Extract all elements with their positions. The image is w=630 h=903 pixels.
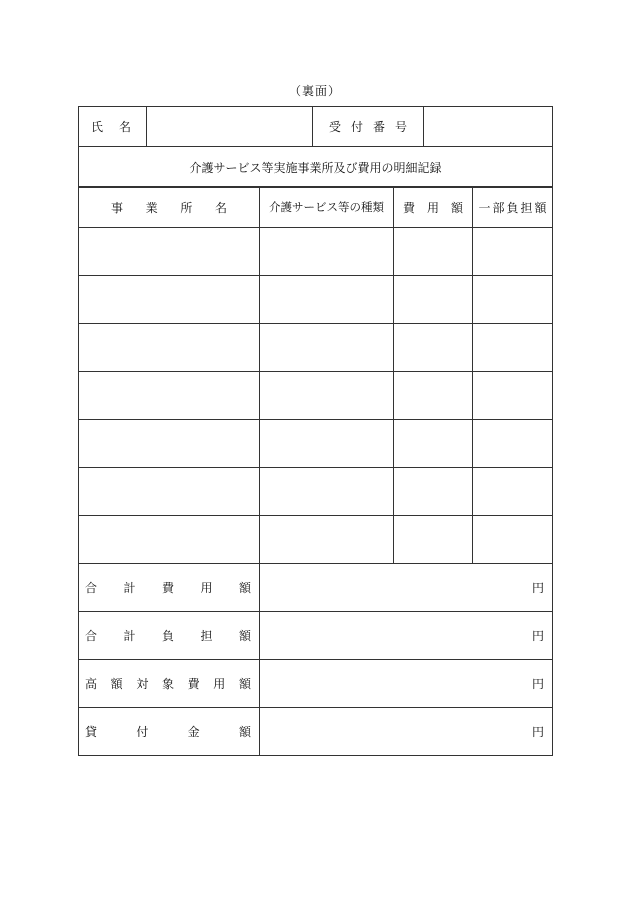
cost-header-char: 用: [426, 200, 439, 215]
partial-burden-field[interactable]: [473, 324, 553, 372]
total-label-char: 計: [123, 581, 136, 595]
cost-field[interactable]: [394, 228, 473, 276]
cost-field[interactable]: [394, 324, 473, 372]
service-type-field[interactable]: [260, 372, 394, 420]
total-row: [79, 612, 553, 660]
total-label-char: 額: [238, 629, 251, 643]
receipt-label-char: 番: [372, 120, 385, 134]
cost-header-char: 額: [450, 200, 463, 215]
total-label-char: 用: [213, 677, 226, 691]
total-label-char: 額: [238, 677, 251, 691]
total-amount-field[interactable]: [260, 612, 553, 660]
table-row: [79, 228, 553, 276]
total-label-char: 負: [161, 629, 174, 643]
burden-header-char: 部: [492, 200, 505, 215]
name-label-char: 氏: [91, 120, 104, 134]
office-name-field[interactable]: [79, 324, 260, 372]
total-label-char: 合: [85, 629, 98, 643]
column-header-cost: [394, 187, 473, 228]
total-label-char: 額: [238, 725, 251, 739]
office-name-field[interactable]: [79, 516, 260, 564]
office-name-field[interactable]: [79, 468, 260, 516]
yen-unit: 円: [531, 629, 544, 643]
total-label-char: 計: [123, 629, 136, 643]
column-header-row: [79, 187, 553, 228]
receipt-label-char: 号: [394, 120, 407, 134]
cost-field[interactable]: [394, 468, 473, 516]
total-label-char: 象: [161, 677, 174, 691]
total-label-char: 担: [200, 629, 213, 643]
table-row: [79, 324, 553, 372]
total-amount-field[interactable]: [260, 660, 553, 708]
section-title: 介護サービス等実施事業所及び費用の明細記録: [79, 147, 553, 188]
burden-header-char: 一: [478, 200, 491, 215]
name-label-cell: [79, 107, 147, 147]
total-label-char: 費: [161, 581, 174, 595]
cost-header-char: 費: [403, 200, 416, 215]
burden-header-char: 額: [534, 200, 547, 215]
total-row: [79, 564, 553, 612]
service-type-field[interactable]: [260, 324, 394, 372]
total-amount-field[interactable]: [260, 708, 553, 756]
table-row: [79, 420, 553, 468]
burden-header-char: 負: [506, 200, 519, 215]
service-type-field[interactable]: [260, 276, 394, 324]
name-label-char: 名: [118, 120, 131, 134]
name-field[interactable]: [147, 107, 313, 147]
service-detail-table: [78, 186, 553, 756]
service-type-field[interactable]: [260, 420, 394, 468]
total-label-char: 貸: [85, 725, 98, 739]
office-header-char: 名: [214, 200, 227, 215]
total-row: [79, 660, 553, 708]
total-label-char: 用: [200, 581, 213, 595]
total-label-char: 高: [85, 677, 98, 691]
partial-burden-field[interactable]: [473, 468, 553, 516]
header-row: [79, 107, 553, 147]
page-heading: （裏面）: [288, 84, 341, 98]
section-title-row: [79, 147, 553, 188]
total-label-char: 額: [238, 581, 251, 595]
office-header-char: 事: [111, 200, 124, 215]
cost-field[interactable]: [394, 420, 473, 468]
total-label: [79, 660, 260, 708]
office-name-field[interactable]: [79, 228, 260, 276]
partial-burden-field[interactable]: [473, 372, 553, 420]
service-type-field[interactable]: [260, 228, 394, 276]
partial-burden-field[interactable]: [473, 276, 553, 324]
receipt-number-label-cell: [313, 107, 424, 147]
column-header-partial-burden: [473, 187, 553, 228]
office-header-char: 業: [145, 200, 158, 215]
total-amount-field[interactable]: [260, 564, 553, 612]
total-row: [79, 708, 553, 756]
total-label-char: 金: [187, 725, 200, 739]
total-label: [79, 708, 260, 756]
total-label-char: 対: [136, 677, 149, 691]
office-name-field[interactable]: [79, 276, 260, 324]
total-label: [79, 564, 260, 612]
yen-unit: 円: [531, 581, 544, 595]
cost-field[interactable]: [394, 372, 473, 420]
office-header-char: 所: [180, 200, 193, 215]
yen-unit: 円: [531, 725, 544, 739]
burden-header-char: 担: [520, 200, 533, 215]
service-type-field[interactable]: [260, 468, 394, 516]
column-header-office-name: [79, 187, 260, 228]
table-row: [79, 372, 553, 420]
column-header-service-type: 介護サービス等の種類: [260, 187, 394, 228]
table-row: [79, 468, 553, 516]
total-label: [79, 612, 260, 660]
office-name-field[interactable]: [79, 420, 260, 468]
table-row: [79, 516, 553, 564]
receipt-label-char: 付: [350, 120, 363, 134]
partial-burden-field[interactable]: [473, 420, 553, 468]
service-type-field[interactable]: [260, 516, 394, 564]
receipt-label-char: 受: [329, 120, 342, 134]
cost-field[interactable]: [394, 276, 473, 324]
yen-unit: 円: [531, 677, 544, 691]
total-label-char: 合: [85, 581, 98, 595]
service-cost-record-form: [78, 106, 553, 188]
total-label-char: 付: [136, 725, 149, 739]
total-label-char: 費: [187, 677, 200, 691]
total-label-char: 額: [110, 677, 123, 691]
cost-field[interactable]: [394, 516, 473, 564]
table-row: [79, 276, 553, 324]
receipt-number-field[interactable]: [424, 107, 553, 147]
partial-burden-field[interactable]: [473, 516, 553, 564]
office-name-field[interactable]: [79, 372, 260, 420]
partial-burden-field[interactable]: [473, 228, 553, 276]
